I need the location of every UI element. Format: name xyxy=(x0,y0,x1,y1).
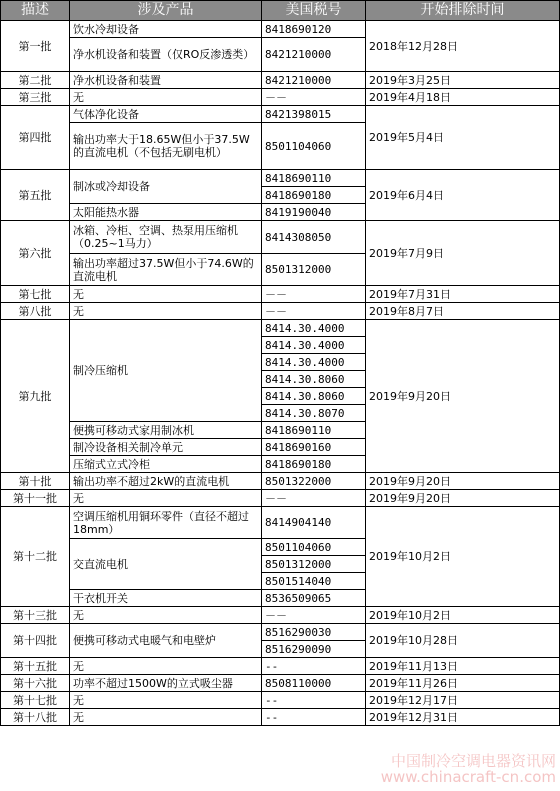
tariff-code-cell: 8421210000 xyxy=(262,38,366,72)
tariff-code-cell: 8421210000 xyxy=(262,72,366,89)
tariff-code-cell: 8508110000 xyxy=(262,675,366,692)
tariff-code-cell: －－ xyxy=(262,286,366,303)
date-cell: 2019年11月26日 xyxy=(366,675,560,692)
tariff-code-cell: 8418690110 xyxy=(262,170,366,187)
batch-cell: 第十五批 xyxy=(1,658,70,675)
tariff-code-cell: 8414.30.4000 xyxy=(262,337,366,354)
site-watermark xyxy=(381,753,556,785)
tariff-code-cell: 8536509065 xyxy=(262,590,366,607)
tariff-code-cell: 8501514040 xyxy=(262,573,366,590)
tariff-code-cell: 8501104060 xyxy=(262,123,366,170)
batch-cell: 第四批 xyxy=(1,106,70,170)
header-description: 描述 xyxy=(1,1,70,21)
tariff-code-cell: －－ xyxy=(262,607,366,624)
batch-cell: 第五批 xyxy=(1,170,70,221)
batch-cell: 第二批 xyxy=(1,72,70,89)
header-row xyxy=(1,1,560,21)
table-row xyxy=(1,286,560,303)
product-cell: 输出功率大于18.65W但小于37.5W的直流电机（不包括无刷电机） xyxy=(70,123,262,170)
tariff-code-cell: 8501104060 xyxy=(262,539,366,556)
table-row xyxy=(1,624,560,641)
tariff-code-cell: 8418690180 xyxy=(262,187,366,204)
table-row xyxy=(1,89,560,106)
product-cell: 便携可移动式电暖气和电壁炉 xyxy=(70,624,262,658)
table-row xyxy=(1,303,560,320)
product-cell: 无 xyxy=(70,658,262,675)
product-cell: 无 xyxy=(70,490,262,507)
tariff-code-cell: 8414.30.8060 xyxy=(262,371,366,388)
product-cell: 制冰或冷却设备 xyxy=(70,170,262,204)
batch-cell: 第十八批 xyxy=(1,709,70,726)
batch-cell: 第十一批 xyxy=(1,490,70,507)
batch-cell: 第十七批 xyxy=(1,692,70,709)
product-cell: 太阳能热水器 xyxy=(70,204,262,221)
date-cell: 2019年10月2日 xyxy=(366,607,560,624)
tariff-code-cell: 8501312000 xyxy=(262,254,366,286)
tariff-code-cell: 8421398015 xyxy=(262,106,366,123)
tariff-code-cell: －－ xyxy=(262,490,366,507)
date-cell: 2019年7月31日 xyxy=(366,286,560,303)
tariff-code-cell: -- xyxy=(262,709,366,726)
product-cell: 无 xyxy=(70,692,262,709)
header-exclusion-date: 开始排除时间 xyxy=(366,1,560,21)
table-row xyxy=(1,692,560,709)
table-row xyxy=(1,473,560,490)
date-cell: 2019年7月9日 xyxy=(366,221,560,286)
table-row xyxy=(1,21,560,38)
date-cell: 2019年12月31日 xyxy=(366,709,560,726)
product-cell: 无 xyxy=(70,89,262,106)
batch-cell: 第一批 xyxy=(1,21,70,72)
product-cell: 无 xyxy=(70,709,262,726)
table-row xyxy=(1,320,560,337)
tariff-code-cell: -- xyxy=(262,692,366,709)
table-row xyxy=(1,658,560,675)
batch-cell: 第十批 xyxy=(1,473,70,490)
tariff-code-cell: 8418690180 xyxy=(262,456,366,473)
tariff-code-cell: 8501312000 xyxy=(262,556,366,573)
table-row xyxy=(1,170,560,187)
tariff-code-cell: 8516290090 xyxy=(262,641,366,658)
product-cell: 无 xyxy=(70,607,262,624)
product-cell: 输出功率不超过2kW的直流电机 xyxy=(70,473,262,490)
product-cell: 冰箱、冷柜、空调、热泵用压缩机（0.25~1马力） xyxy=(70,221,262,254)
batch-cell: 第六批 xyxy=(1,221,70,286)
tariff-code-cell: 8516290030 xyxy=(262,624,366,641)
product-cell: 便携可移动式家用制冰机 xyxy=(70,422,262,439)
date-cell: 2019年6月4日 xyxy=(366,170,560,221)
table-row xyxy=(1,221,560,254)
table-row xyxy=(1,607,560,624)
product-cell: 空调压缩机用铜环零件（直径不超过18mm） xyxy=(70,507,262,539)
batch-cell: 第十六批 xyxy=(1,675,70,692)
product-cell: 净水机设备和装置（仅RO反渗透类） xyxy=(70,38,262,72)
table-row xyxy=(1,106,560,123)
tariff-code-cell: 8414.30.8060 xyxy=(262,388,366,405)
product-cell: 制冷设备相关制冷单元 xyxy=(70,439,262,456)
batch-cell: 第八批 xyxy=(1,303,70,320)
product-cell: 交直流电机 xyxy=(70,539,262,590)
tariff-code-cell: 8414904140 xyxy=(262,507,366,539)
table-row xyxy=(1,675,560,692)
table-row xyxy=(1,72,560,89)
product-cell: 制冷压缩机 xyxy=(70,320,262,422)
header-product: 涉及产品 xyxy=(70,1,262,21)
tariff-code-cell: 8418690160 xyxy=(262,439,366,456)
date-cell: 2019年5月4日 xyxy=(366,106,560,170)
date-cell: 2019年9月20日 xyxy=(366,473,560,490)
date-cell: 2019年3月25日 xyxy=(366,72,560,89)
date-cell: 2019年10月2日 xyxy=(366,507,560,607)
tariff-code-cell: 8418690110 xyxy=(262,422,366,439)
tariff-code-cell: 8414.30.4000 xyxy=(262,320,366,337)
product-cell: 输出功率超过37.5W但小于74.6W的直流电机 xyxy=(70,254,262,286)
product-cell: 功率不超过1500W的立式吸尘器 xyxy=(70,675,262,692)
date-cell: 2019年10月28日 xyxy=(366,624,560,658)
watermark-line-2: www.chinacraft-cn.com xyxy=(380,768,556,786)
date-cell: 2019年9月20日 xyxy=(366,320,560,473)
tariff-code-cell: －－ xyxy=(262,89,366,106)
product-cell: 无 xyxy=(70,303,262,320)
table-row xyxy=(1,507,560,539)
tariff-code-cell: 8414308050 xyxy=(262,221,366,254)
batch-cell: 第三批 xyxy=(1,89,70,106)
product-cell: 干衣机开关 xyxy=(70,590,262,607)
tariff-code-cell: 8419190040 xyxy=(262,204,366,221)
tariff-code-cell: 8414.30.8070 xyxy=(262,405,366,422)
product-cell: 饮水冷却设备 xyxy=(70,21,262,38)
product-cell: 净水机设备和装置 xyxy=(70,72,262,89)
tariff-code-cell: －－ xyxy=(262,303,366,320)
header-us-tariff-code: 美国税号 xyxy=(262,1,366,21)
date-cell: 2019年8月7日 xyxy=(366,303,560,320)
date-cell: 2018年12月28日 xyxy=(366,21,560,72)
table-row xyxy=(1,709,560,726)
date-cell: 2019年12月17日 xyxy=(366,692,560,709)
table-row xyxy=(1,490,560,507)
product-cell: 无 xyxy=(70,286,262,303)
batch-cell: 第十三批 xyxy=(1,607,70,624)
tariff-code-cell: 8418690120 xyxy=(262,21,366,38)
date-cell: 2019年9月20日 xyxy=(366,490,560,507)
watermark-line-1: 中国制冷空调电器资讯网 xyxy=(390,752,556,770)
tariff-code-cell: -- xyxy=(262,658,366,675)
batch-cell: 第十二批 xyxy=(1,507,70,607)
product-cell: 压缩式立式冷柜 xyxy=(70,456,262,473)
date-cell: 2019年11月13日 xyxy=(366,658,560,675)
tariff-code-cell: 8501322000 xyxy=(262,473,366,490)
tariff-code-cell: 8414.30.4000 xyxy=(262,354,366,371)
product-cell: 气体净化设备 xyxy=(70,106,262,123)
batch-cell: 第七批 xyxy=(1,286,70,303)
batch-cell: 第十四批 xyxy=(1,624,70,658)
date-cell: 2019年4月18日 xyxy=(366,89,560,106)
batch-cell: 第九批 xyxy=(1,320,70,473)
